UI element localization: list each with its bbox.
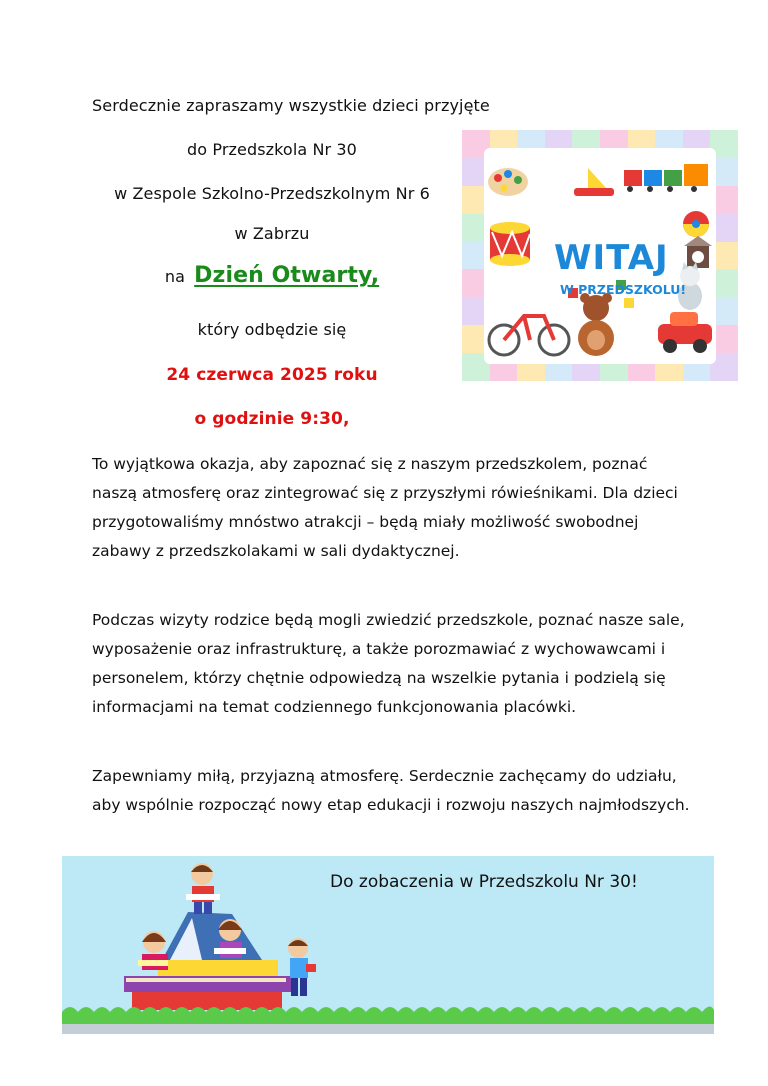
toy-car-icon: [658, 312, 712, 353]
boy-standing-icon: [288, 938, 316, 996]
event-date: 24 czerwca 2025 roku: [166, 365, 378, 385]
open-day-heading: [92, 263, 452, 288]
intro-line-4: w Zabrzu: [234, 224, 310, 243]
paragraph-occasion: To wyjątkowa okazja, aby zapoznać się z naszym przedszkolem, poznać naszą atmosferę oraz zintegrować się z przyszłymi rówieśnikami. Dla dzieci przygotowaliśmy mnóstwo atrakcji – będą miały możliwość swobodnej zabawy z przedszkolakami w sali dydaktycznej.: [92, 455, 678, 560]
palette-icon: [488, 168, 528, 196]
intro-line-2: do Przedszkola Nr 30: [187, 140, 357, 159]
drum-icon: [490, 222, 530, 266]
witaj-subline: W PRZEDSZKOLU!: [560, 282, 687, 297]
toy-boat-icon: [574, 168, 614, 196]
will-take-place-line: który odbędzie się: [197, 320, 347, 339]
open-day-title: Dzień Otwarty,: [194, 263, 380, 288]
toy-train-icon: [624, 164, 708, 192]
intro-line-1: Serdecznie zapraszamy wszystkie dzieci przyjęte: [92, 96, 490, 115]
girl-reading-left-icon: [138, 931, 168, 970]
intro-line-3: w Zespole Szkolno-Przedszkolnym Nr 6: [114, 184, 430, 203]
welcome-kindergarten-image: [462, 130, 738, 381]
witaj-headline: WITAJ: [554, 238, 669, 278]
event-time: o godzinie 9:30,: [194, 409, 350, 429]
open-day-prefix: na: [164, 267, 185, 286]
cuckoo-clock-icon: [684, 236, 712, 268]
ball-icon: [683, 211, 709, 237]
paragraph-invitation: Zapewniamy miłą, przyjazną atmosferę. Serdecznie zachęcamy do udziału, aby wspólnie rozpocząć nowy etap edukacji i rozwoju naszych najmłodszych.: [92, 767, 690, 814]
banner-text: Do zobaczenia w Przedszkolu Nr 30!: [330, 872, 638, 892]
teddy-bear-icon: [578, 293, 614, 356]
welcome-card: [484, 148, 716, 364]
see-you-banner: [62, 856, 714, 1034]
child-reading-top-icon: [186, 863, 220, 914]
bicycle-icon: [489, 316, 569, 355]
grass-strip: [62, 1002, 714, 1034]
paragraph-parents-visit: Podczas wizyty rodzice będą mogli zwiedzić przedszkole, poznać nasze sale, wyposażenie oraz infrastrukturę, a także porozmawiać z wychowawcami i personelem, którzy chętnie odpowiedzą na wszelkie pytania i podzielą się informacjami na temat codziennego funkcjonowania placówki.: [92, 611, 685, 716]
